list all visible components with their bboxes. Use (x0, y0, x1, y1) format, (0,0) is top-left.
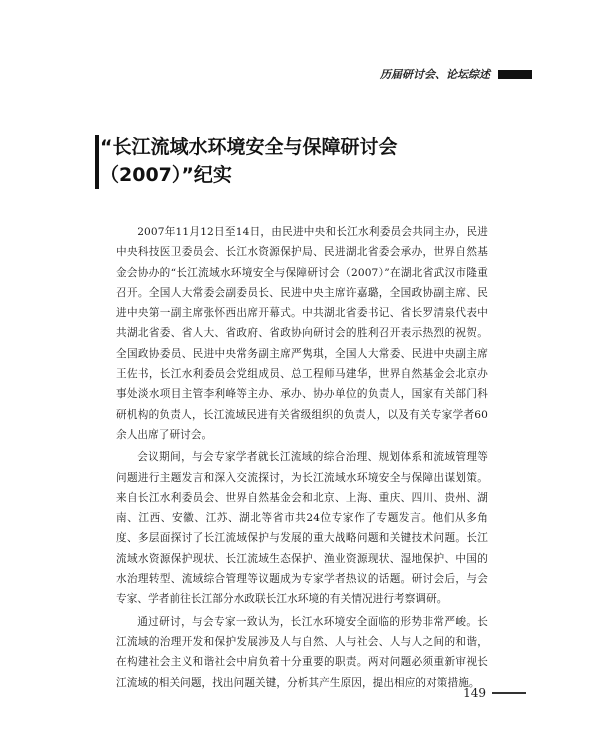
paragraph-3: 通过研讨，与会专家一致认为，长江水环境安全面临的形势非常严峻。长江流域的治理开发和保护发展涉及人与自然、人与社会、人与人之间的和谐，在构建社会主义和谐社会中肩负着十分重要的职责。两对问题必须重新审视长江流域的相关问题，找出问题关键，分析其产生原因，提出相应的对策措施。 (116, 615, 488, 689)
title-bar-decoration (95, 135, 99, 189)
paragraph-2: 会议期间，与会专家学者就长江流域的综合治理、规划体系和流域管理等问题进行主题发言和深入交流探讨，为长江流域水环境安全与保障出谋划策。来自长江水利委员会、世界自然基金会和北京、上海、重庆、四川、贵州、湖南、江西、安徽、江苏、湖北等省市共24位专家作了专题发言。他们从多角度、多层面探讨了长江流域保护与发展的重大战略问题和关键技术问题。长江流域水资源保护现状、长江流域生态保护、渔业资源现状、湿地保护、中国的水治理转型、流域综合管理等议题成为专家学者热议的话题。研讨会后，与会专家、学者前往长江部分水政联长江水环境的有关情况进行考察调研。 (116, 451, 488, 606)
title-line-1: “长江流域水环境安全与保障研讨会 (100, 136, 398, 158)
running-header (380, 66, 532, 82)
article-title (100, 133, 520, 189)
footer-rule-decoration (492, 692, 526, 694)
article-body (116, 222, 488, 695)
page-number: 149 (463, 686, 486, 700)
paragraph-1: 2007年11月12日至14日，由民进中央和长江水利委员会共同主办，民进中央科技医卫委员会、长江水资源保护局、民进湖北省委会承办，世界自然基金会协办的“长江流域水环境安全与保障研讨会（2007）”在湖北省武汉市隆重召开。全国人大常委会副委员长、民进中央主席许嘉璐，全国政协副主席、民进中央第一副主席张怀西出席开幕式。中共湖北省委书记、省长罗清泉代表中共湖北省委、省人大、省政府、省政协向研讨会的胜利召开表示热烈的祝贺。全国政协委员、民进中央常务副主席严隽琪，全国人大常委、民进中央副主席王佐书，长江水利委员会党组成员、总工程师马建华，世界自然基金会北京办事处淡水项目主管李利峰等主办、承办、协办单位的负责人，国家有关部门科研机构的负责人，长江流域民进有关省级组织的负责人，以及有关专家学者60余人出席了研讨会。 (116, 226, 488, 441)
title-line-2: （2007）”纪实 (100, 164, 232, 186)
page-footer (463, 686, 526, 700)
header-bar-decoration (498, 70, 532, 79)
section-label: 历届研讨会、论坛综述 (380, 68, 490, 81)
